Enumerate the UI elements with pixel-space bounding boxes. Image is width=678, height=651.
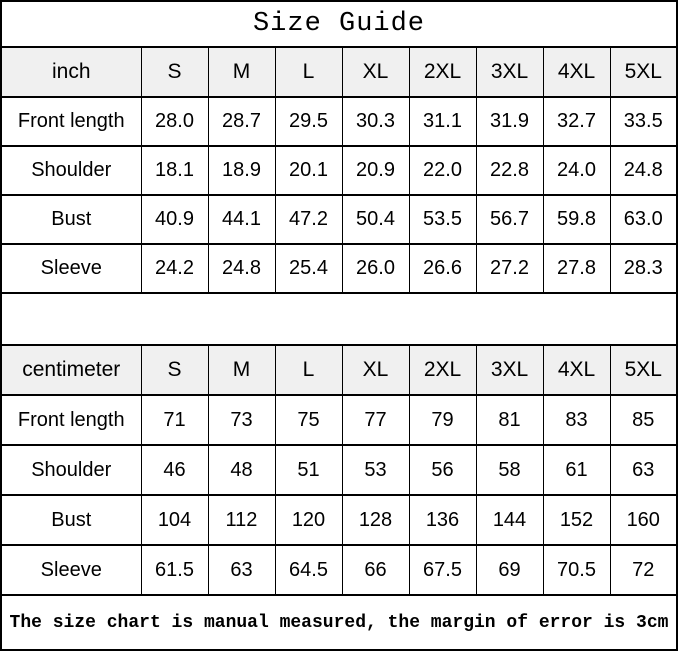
- value-cell: 25.4: [275, 244, 342, 293]
- size-col-header: 2XL: [409, 47, 476, 97]
- size-col-header: 2XL: [409, 345, 476, 395]
- value-cell: 81: [476, 395, 543, 445]
- footer-row: [1, 595, 677, 650]
- size-col-header: 4XL: [543, 345, 610, 395]
- value-cell: 61.5: [141, 545, 208, 595]
- value-cell: 51: [275, 445, 342, 495]
- value-cell: 63: [610, 445, 677, 495]
- table-row-bust-cm: [1, 495, 677, 545]
- value-cell: 27.2: [476, 244, 543, 293]
- value-cell: 46: [141, 445, 208, 495]
- footer-note: The size chart is manual measured, the margin of error is 3cm: [1, 595, 677, 650]
- value-cell: 75: [275, 395, 342, 445]
- value-cell: 20.1: [275, 146, 342, 195]
- size-col-header: XL: [342, 47, 409, 97]
- table-row-sleeve-cm: [1, 545, 677, 595]
- value-cell: 160: [610, 495, 677, 545]
- size-col-header: 3XL: [476, 345, 543, 395]
- table-row-front-length-cm: [1, 395, 677, 445]
- value-cell: 40.9: [141, 195, 208, 244]
- value-cell: 24.0: [543, 146, 610, 195]
- table-row-front-length-inch: [1, 97, 677, 146]
- value-cell: 24.8: [208, 244, 275, 293]
- value-cell: 59.8: [543, 195, 610, 244]
- value-cell: 58: [476, 445, 543, 495]
- unit-label-inch: inch: [1, 47, 141, 97]
- value-cell: 83: [543, 395, 610, 445]
- value-cell: 120: [275, 495, 342, 545]
- size-col-header: 5XL: [610, 345, 677, 395]
- table-row-sleeve-inch: [1, 244, 677, 293]
- value-cell: 47.2: [275, 195, 342, 244]
- value-cell: 104: [141, 495, 208, 545]
- value-cell: 28.0: [141, 97, 208, 146]
- value-cell: 112: [208, 495, 275, 545]
- table-row-shoulder-cm: [1, 445, 677, 495]
- value-cell: 48: [208, 445, 275, 495]
- value-cell: 22.0: [409, 146, 476, 195]
- size-col-header: 4XL: [543, 47, 610, 97]
- row-label: Front length: [1, 97, 141, 146]
- page-title: Size Guide: [1, 1, 677, 47]
- value-cell: 22.8: [476, 146, 543, 195]
- value-cell: 31.9: [476, 97, 543, 146]
- value-cell: 28.3: [610, 244, 677, 293]
- value-cell: 85: [610, 395, 677, 445]
- value-cell: 72: [610, 545, 677, 595]
- row-label: Front length: [1, 395, 141, 445]
- value-cell: 63: [208, 545, 275, 595]
- value-cell: 73: [208, 395, 275, 445]
- value-cell: 64.5: [275, 545, 342, 595]
- value-cell: 50.4: [342, 195, 409, 244]
- table-gap: [1, 293, 677, 345]
- inch-header-row: [1, 47, 677, 97]
- value-cell: 61: [543, 445, 610, 495]
- size-col-header: 3XL: [476, 47, 543, 97]
- row-label: Bust: [1, 195, 141, 244]
- table-row-bust-inch: [1, 195, 677, 244]
- value-cell: 33.5: [610, 97, 677, 146]
- value-cell: 20.9: [342, 146, 409, 195]
- value-cell: 24.8: [610, 146, 677, 195]
- row-label: Bust: [1, 495, 141, 545]
- value-cell: 67.5: [409, 545, 476, 595]
- row-label: Shoulder: [1, 146, 141, 195]
- value-cell: 128: [342, 495, 409, 545]
- table-gap-row: [1, 293, 677, 345]
- size-col-header: 5XL: [610, 47, 677, 97]
- value-cell: 26.0: [342, 244, 409, 293]
- value-cell: 63.0: [610, 195, 677, 244]
- value-cell: 77: [342, 395, 409, 445]
- size-col-header: L: [275, 47, 342, 97]
- value-cell: 56: [409, 445, 476, 495]
- title-row: [1, 1, 677, 47]
- value-cell: 53: [342, 445, 409, 495]
- value-cell: 44.1: [208, 195, 275, 244]
- size-col-header: M: [208, 345, 275, 395]
- value-cell: 32.7: [543, 97, 610, 146]
- value-cell: 18.9: [208, 146, 275, 195]
- value-cell: 31.1: [409, 97, 476, 146]
- unit-label-centimeter: centimeter: [1, 345, 141, 395]
- value-cell: 56.7: [476, 195, 543, 244]
- value-cell: 79: [409, 395, 476, 445]
- value-cell: 28.7: [208, 97, 275, 146]
- value-cell: 152: [543, 495, 610, 545]
- table-row-shoulder-inch: [1, 146, 677, 195]
- value-cell: 29.5: [275, 97, 342, 146]
- size-col-header: XL: [342, 345, 409, 395]
- value-cell: 30.3: [342, 97, 409, 146]
- value-cell: 53.5: [409, 195, 476, 244]
- value-cell: 27.8: [543, 244, 610, 293]
- value-cell: 71: [141, 395, 208, 445]
- row-label: Shoulder: [1, 445, 141, 495]
- size-col-header: M: [208, 47, 275, 97]
- cm-header-row: [1, 345, 677, 395]
- size-col-header: S: [141, 345, 208, 395]
- value-cell: 70.5: [543, 545, 610, 595]
- value-cell: 144: [476, 495, 543, 545]
- value-cell: 136: [409, 495, 476, 545]
- value-cell: 26.6: [409, 244, 476, 293]
- value-cell: 66: [342, 545, 409, 595]
- value-cell: 24.2: [141, 244, 208, 293]
- row-label: Sleeve: [1, 244, 141, 293]
- value-cell: 18.1: [141, 146, 208, 195]
- value-cell: 69: [476, 545, 543, 595]
- size-col-header: S: [141, 47, 208, 97]
- row-label: Sleeve: [1, 545, 141, 595]
- size-col-header: L: [275, 345, 342, 395]
